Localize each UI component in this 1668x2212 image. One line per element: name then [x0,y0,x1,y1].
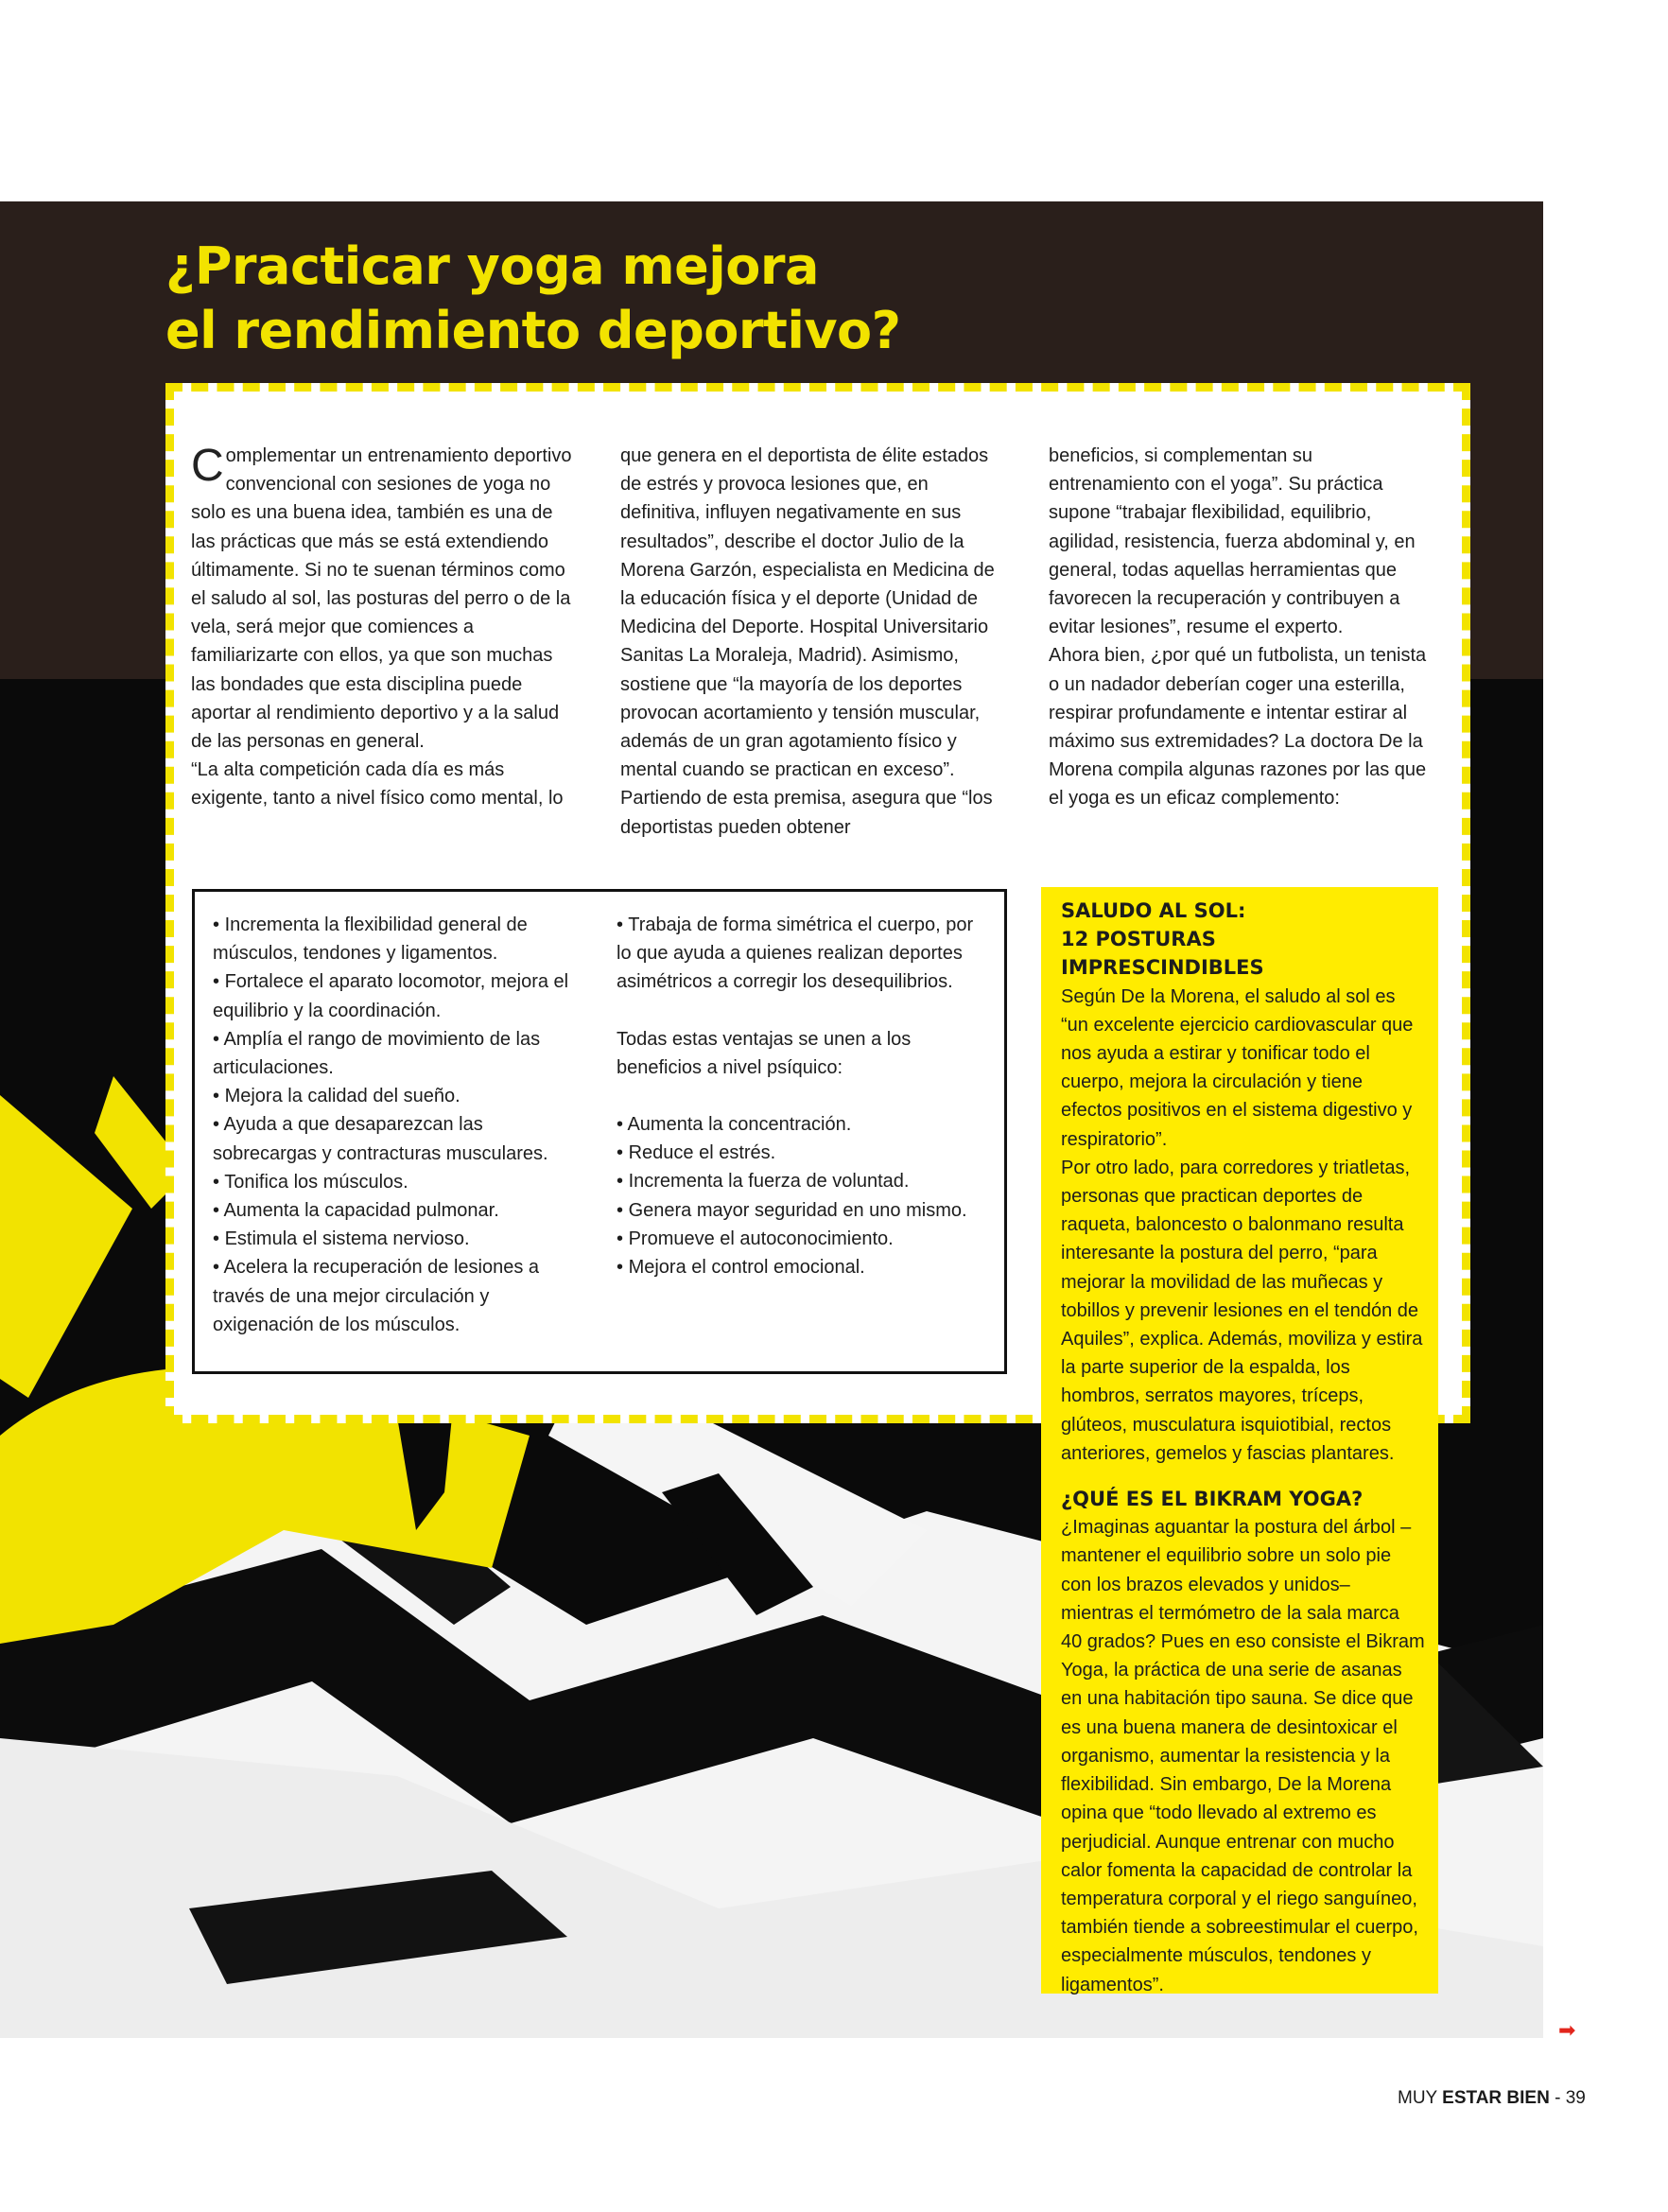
bullet-icon: • [617,1114,624,1136]
page-folio [1398,2088,1586,2109]
bullet-icon: • [213,1228,220,1250]
sidebar-paragraph-1: Según De la Morena, el saludo al sol es “un excelente ejercicio cardiovascular que nos ayuda a estirar y tonificar todo el cuerpo, mejora la circulación y tiene efectos positivos en el sistema digestivo y respiratorio”. [1061,985,1414,1150]
list-item: • Aumenta la capacidad pulmonar. [213,1200,499,1222]
list-item: • Incrementa la fuerza de voluntad. [617,1171,910,1193]
magazine-name-light: MUY [1398,2088,1437,2108]
sidebar-box [1041,887,1438,1994]
list-item: • Ayuda a que desaparezcan las sobrecargas y contracturas musculares. [213,1114,548,1164]
benefits-list-physical [213,911,577,1339]
list-item: • Incrementa la flexibilidad general de músculos, tendones y ligamentos. [213,914,528,965]
bullet-icon: • [213,1257,220,1279]
magazine-name-bold: ESTAR BIEN [1442,2088,1550,2108]
list-item: • Mejora el control emocional. [617,1257,865,1279]
intro-text-1: omplementar un entrenamiento deportivo convencional con sesiones de yoga no solo es una buena idea, también es una de las prácticas que más se está extendiendo últimamente. Si no te suenan términos como el saludo al sol, las posturas del perro o de la vela, será mejor que comiences a familiarizarte con ellos, ya que son muchas las bondades que esta disciplina puede aportar al rendimiento deportivo y a la salud de las personas en general. [191,445,572,753]
bullet-icon: • [617,914,624,935]
list-item: • Acelera la recuperación de lesiones a través de una mejor circulación y oxigenación de los músculos. [213,1257,540,1335]
list-item: • Reduce el estrés. [617,1142,776,1164]
bullet-icon: • [213,1086,220,1107]
bullet-icon: • [617,1142,624,1164]
article-title [165,235,900,363]
bullet-icon: • [617,1171,624,1193]
page-number: - 39 [1555,2088,1586,2108]
arrow-right-icon: ➡ [1558,2018,1576,2042]
bullet-icon: • [213,1114,220,1136]
bullet-icon: • [213,1200,220,1222]
title-line-1: ¿Practicar yoga mejora [165,236,819,296]
sidebar-heading-1 [1061,897,1425,983]
intro-paragraph-2: “La alta competición cada día es más exigente, tanto a nivel físico como mental, lo [191,759,564,810]
title-line-2: el rendimiento deportivo? [165,301,901,360]
sidebar-paragraph-2: Por otro lado, para corredores y triatletas, personas que practican deportes de raqueta, baloncesto o balonmano resulta interesante la postura del perro, “para mejorar la movilidad de las muñecas y tobillos y prevenir lesiones en el tendón de Aquiles”, explica. Además, moviliza y estira la parte superior de la espalda, los hombros, serratos mayores, tríceps, glúteos, musculatura isquiotibial, rectos anteriores, gemelos y fascias plantares. [1061,1157,1423,1464]
intro-paragraph-3: que genera en el deportista de élite estados de estrés y provoca lesiones que, en definitiva, influyen negativamente en sus resultados”, describe el doctor Julio de la Morena Garzón, especialista en Medicina de la educación física y el deporte (Unidad de Medicina del Deporte. Hospital Universitario Sanitas La Moraleja, Madrid). Asimismo, sostiene que “la mayoría de los deportes provocan acortamiento y tensión muscular, además de un gran agotamiento físico y mental cuando se practican en exceso”. Partiendo de esta premisa, asegura que “los deportistas pueden obtener [620,445,995,838]
psychic-intro: Todas estas ventajas se unen a los beneficios a nivel psíquico: [617,1028,912,1078]
benefits-list-psychic [617,911,981,1281]
list-item: • Mejora la calidad del sueño. [213,1086,460,1107]
intro-paragraph-4: beneficios, si complementan su entrenamiento con el yoga”. Su práctica supone “trabajar flexibilidad, equilibrio, agilidad, resistencia, fuerza abdominal y, en general, todas aquellas herramientas que favorecen la recuperación y contribuyen a evitar lesiones”, resume el experto. [1049,445,1416,638]
list-item: • Estimula el sistema nervioso. [213,1228,470,1250]
list-item: • Fortalece el aparato locomotor, mejora el equilibrio y la coordinación. [213,971,569,1021]
list-item: • Trabaja de forma simétrica el cuerpo, por lo que ayuda a quienes realizan deportes asimétricos a corregir los desequilibrios. [617,914,974,993]
spacer [1061,1468,1425,1485]
list-item: • Tonifica los músculos. [213,1171,408,1193]
list-item: • Genera mayor seguridad en uno mismo. [617,1199,967,1221]
bullet-icon: • [213,971,220,993]
body-column-1 [191,442,579,813]
drop-cap: C [191,441,224,491]
body-column-3 [1049,442,1436,813]
bullet-icon: • [617,1228,624,1249]
bullet-icon: • [617,1257,624,1279]
list-item: • Amplía el rango de movimiento de las articulaciones. [213,1028,541,1079]
spacer [617,1082,981,1110]
sidebar-paragraph-3: ¿Imaginas aguantar la postura del árbol –mantener el equilibrio sobre un solo pie con los brazos elevados y unidos– mientras el termómetro de la sala marca 40 grados? Pues en eso consiste el Bikram Yoga, la práctica de una serie de asanas en una habitación tipo sauna. Se dice que es una buena manera de desintoxicar el organismo, aumentar la resistencia y la flexibilidad. Sin embargo, De la Morena opina que “todo llevado al extremo es perjudicial. Aunque entrenar con mucho calor fomenta la capacidad de controlar la temperatura corporal y el riego sanguíneo, también tiende a sobreestimular el cuerpo, especialmente músculos, tendones y ligamentos”. [1061,1517,1425,1995]
bullet-icon: • [617,1199,624,1221]
sidebar-heading-1-line-2: 12 POSTURAS IMPRESCINDIBLES [1061,928,1264,980]
bullet-icon: • [213,1171,220,1193]
list-item: • Aumenta la concentración. [617,1114,852,1136]
list-item: • Promueve el autoconocimiento. [617,1228,894,1249]
intro-paragraph-5: Ahora bien, ¿por qué un futbolista, un tenista o un nadador deberían coger una esterilla, respirar profundamente e intentar estirar al máximo sus extremidades? La doctora De la Morena compila algunas razones por las que el yoga es un eficaz complemento: [1049,645,1427,810]
intro-paragraph-1 [191,442,579,756]
bullet-icon: • [213,914,220,935]
sidebar-heading-2: ¿QUÉ ES EL BIKRAM YOGA? [1061,1488,1364,1511]
bullet-icon: • [213,1028,220,1050]
body-column-2 [620,442,1008,842]
spacer [617,997,981,1025]
sidebar-heading-1-line-1: SALUDO AL SOL: [1061,899,1246,922]
